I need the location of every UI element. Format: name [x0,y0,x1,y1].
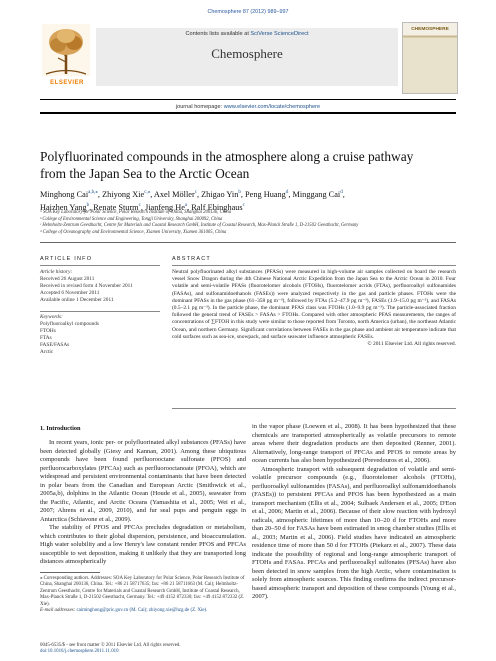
author[interactable]: Zhigao Yin$^b$, [201,189,246,199]
affiliation: ᵃ SOA Key Laboratory for Polar Science, Polar Research Institute of China, Shanghai 200136, China [40,210,232,215]
paragraph: Atmospheric transport with subsequent degradation of volatile and semi-volatile precursor compounds (e.g., fluorotelomer alcohols (FTOHs), perfluoroalkyl sulfonamides (FASAs), and perfluoroalkyl sulfonamidoethanols (FASEs)) to persistent PFCAs and PFOS has been hypothesized as a main transport mechanism (Ellis et al., 2004; Sulbaek Andersen et al., 2005; D'Eon et al., 2006; Martin et al., 2006). Because of their slow reaction with hydroxyl radicals, atmospheric lifetimes of more than 10–20 d for FTOHs and more than 20–50 d for FASAs have been estimated in smog chamber studies (Ellis et al., 2003; Martin et al., 2006). Field studies have indicated an atmospheric residence time of more than 50 d for FTOHs (Piekarz et al., 2007). These data indicate the possibility of regional and long-range atmospheric transport of FTOHs and FASAs. PFCAs and perfluoroalkyl sulfonates (PFSAs) have also been detected in snow samples from the high Arctic, where contamination is solely from atmospheric sources. This finding confirms the indirect precursor-based atmospheric transport and deposition of these compounds (Young et al., 2007). [252,465,456,600]
author[interactable]: Peng Huang$^d$, [245,189,293,199]
keyword: Polyfluoroalkyl compounds [40,321,99,327]
divider [172,265,456,266]
history-label: Article history: [40,269,73,275]
elsevier-tree-icon [40,22,92,78]
homepage-link[interactable]: www.elsevier.com/locate/chemosphere [223,104,321,110]
body-column-right [252,423,456,602]
affiliations [40,210,456,236]
journal-cover-thumbnail[interactable] [402,22,458,94]
keywords-label: Keywords: [40,314,63,320]
front-matter-copyright [40,643,280,655]
divider [40,265,160,266]
keywords [40,314,162,356]
abstract-text: Neutral polyfluorinated alkyl substances (PFASs) were measured in high-volume air samples collected on board the research vessel Snow Dragon during the 4th Chinese National Arctic Expedition from the Japan Sea to the Arctic Ocean in 2010. Four volatile and semi-volatile PFASs (fluorotelomer alcohols (FTOHs), fluorotelomer acrids (FTAs), perfluoroalkyl sulfonamides (FASAs), and sulfonamidoethanols (FASEs)) were analyzed respectively in the gas and particle phases. FTOHs were the dominant PFASs in the gas phase (61–358 pg m⁻³), followed by FTAs (5.2–47.9 pg m⁻³), FASEs (1.9–15.0 pg m⁻³), and FASAs (0.5–2.1 pg m⁻³). In the particle phase, the dominant PFAS class was FTOHs (1.0–9.9 pg m⁻³). The particle-associated fraction followed the general trend of FASEs > FASAs > FTOHs. Compared with other atmospheric PFAS measurements, the ranges of concentrations of ∑FTOH in this study were similar to those reported from Toronto, north America (urban), the northeast Atlantic Ocean, and northern Germany. Significant correlations between FASEs in the gas phase and ambient air temperature indicate that cold surfaces such as sea-ice, snowpack, and surface seawater influence atmospheric FASEs. [172,269,456,340]
email-label: E-mail addresses: [40,608,77,614]
abstract-heading: ABSTRACT [172,256,211,262]
divider [40,311,160,312]
affiliation: ᵈ College of Oceanography and Environmental Science, Xiamen University, Xiamen 361005, China [40,229,227,235]
article-history [40,269,162,304]
author[interactable]: Zhiyong Xie$^{c,⁎}$, [102,189,154,199]
sciencedirect-link[interactable]: SciVerse ScienceDirect [250,31,309,37]
journal-header [40,22,456,92]
affiliation: ᶜ Helmholtz-Zentrum Geesthacht, Centre for Materials and Coastal Research GmbH, Institute of Coastal Research, Max-Planck Straße 1, D-21502 Geesthacht, Germany [40,223,359,229]
header-rule [40,112,456,114]
keyword: Arctic [40,349,54,355]
keyword: FTAs [40,335,52,341]
section-heading: 1. Introduction [40,425,81,432]
article-info-heading: ARTICLE INFO [40,256,93,262]
corresponding-author-footnote [40,576,246,614]
paragraph: in the vapor phase (Loewen et al., 2008). It has been hypothesized that these chemicals are transported atmospherically as volatile precursors to remote areas where their degradation products are then deposited (Renner, 2001). Alternatively, long-range transport of PFCAs and PFOS to remote areas by ocean currents has also been hypothesized (Prevedouros et al., 2006). [252,423,456,464]
paragraph: In recent years, ionic per- or polyfluorinated alkyl substances (PFASs) have been detected globally (Giesy and Kannan, 2001). Among these ubiquitous compounds have been found perfluorooctane sulfonate (PFOS) and perfluorocarboxylates (PFCAs) such as perfluorooctanoate (PFOA), which are widespread and persistent environmental contaminants that have been detected in polar bears from the Canadian and European Arctic (Smithwick et al., 2005a,b), dolphins in the Atlantic Ocean (Houde et al., 2005), seawater from the Pacific, Atlantic, and Arctic Oceans (Yamashita et al., 2005; Wei et al., 2007; Ahrens et al., 2009, 2010), and fur seal pups and penguin eggs in Antarctica (Schiavone et al., 2009). [40,439,246,523]
contents-availability [96,31,398,37]
paper-title-line: Polyfluorinated compounds in the atmosphere along a cruise pathway [40,149,414,164]
elsevier-logo[interactable] [40,22,92,92]
history-item: Received 26 August 2011 [40,276,95,282]
author-list [40,187,450,213]
history-item: Available online 1 December 2011 [40,297,114,303]
paper-title-line: from the Japan Sea to the Arctic Ocean [40,166,250,181]
abstract-copyright: © 2011 Elsevier Ltd. All rights reserved. [367,341,456,348]
contents-prefix: Contents lists available at [185,31,251,37]
email-links[interactable]: caiminghong@pric.gov.cn (M. Cai); zhiyong.xie@hzg.de (Z. Xie). [76,608,208,614]
paragraph: The stability of PFOS and PFCAs precludes degradation or metabolism, which contributes to their global dispersion, persistence, and bioaccumulation. High water solubility and a low Henry's law constant render PFOS and PFCAs susceptible to wet deposition, making it unlikely that they are transported long distances atmospherically [40,524,246,565]
journal-homepage-line [40,99,456,110]
journal-title: Chemosphere [211,46,283,61]
author[interactable]: Ralf Ebinghaus$^c$ [191,202,245,212]
homepage-prefix: journal homepage: [175,104,224,110]
keyword: FTOHs [40,328,56,334]
divider [172,408,456,409]
paper-title [40,148,450,182]
doi-link[interactable]: doi:10.1016/j.chemosphere.2011.11.010 [40,649,119,655]
keyword: FASE/FASAs [40,342,70,348]
author[interactable]: Minghong Cai$^{a,b,⁎}$, [40,189,103,199]
footnote-rule [40,572,100,573]
author[interactable]: Jianfeng He$^a$, [145,202,192,212]
history-item: Accepted 6 November 2011 [40,290,100,296]
author[interactable]: Axel Möller$^c$, [153,189,202,199]
publisher-name: ELSEVIER [50,80,84,86]
author[interactable]: Minggang Cai$^d$, [292,189,345,199]
cover-title: CHEMOSPHERE [411,27,449,32]
affiliation: ᵇ College of Environmental Science and Engineering, Tongji University, Shanghai 200092, China [40,216,223,222]
divider [40,242,456,243]
author[interactable]: Haizhen Yang$^b$, [40,202,94,212]
footnote-text: ⁎ Corresponding authors. Addresses: SOA Key Laboratory for Polar Science, Polar Research Institute of China, Shanghai 200136, China. Tel.: +86 21 58717635; fax: +86 21 58711663 (M. Cai); Helmholtz-Zentrum Geesthacht, Centre for Materials and Coastal Research GmbH, Institute of Coastal Research, Max-Planck Straße 1, D-21502 Geesthacht, Germany. Tel.: +49 4152 872330; fax: +49 4152 872332 (Z. Xie). [40,576,245,607]
copyright-line: 0045-6535/$ - see front matter © 2011 Elsevier Ltd. All rights reserved. [40,643,181,648]
journal-banner [96,28,398,86]
abstract-body [172,269,456,348]
journal-reference[interactable]: Chemosphere 87 (2012) 989–997 [207,9,289,15]
body-column-left [40,439,246,567]
author[interactable]: Renate Sturm$^c$, [93,202,146,212]
history-item: Received in revised form 4 November 2011 [40,283,133,289]
footnote-emails [40,608,246,614]
